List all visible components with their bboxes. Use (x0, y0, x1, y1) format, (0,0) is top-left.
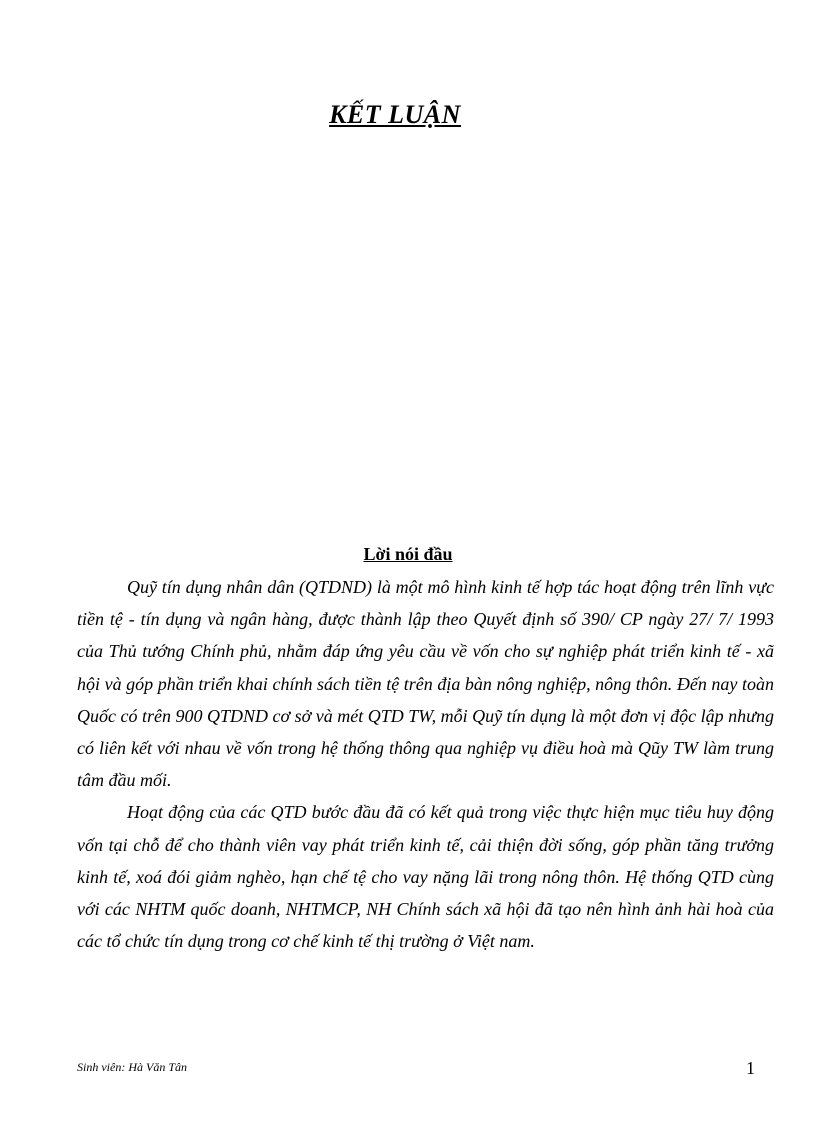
main-title: KẾT LUẬN (329, 100, 461, 129)
paragraph-1: Quỹ tín dụng nhân dân (QTDND) là một mô hình kinh tế hợp tác hoạt động trên lĩnh vực tiền tệ - tín dụng và ngân hàng, được thành lập theo Quyết định số 390/ CP ngày 27/ 7/ 1993 của Thủ tướng Chính phủ, nhằm đáp ứng yêu cầu về vốn cho sự nghiệp phát triển kinh tế - xã hội và góp phần triển khai chính sách tiền tệ trên địa bàn nông nghiệp, nông thôn. Đến nay toàn Quốc có trên 900 QTDND cơ sở và mét QTD TW, mỗi Quỹ tín dụng là một đơn vị độc lập nhưng có liên kết với nhau về vốn trong hệ thống thông qua nghiệp vụ điều hoà mà Qũy TW làm trung tâm đầu mối. (77, 577, 774, 791)
paragraph-2: Hoạt động của các QTD bước đầu đã có kết quả trong việc thực hiện mục tiêu huy động vốn tại chỗ để cho thành viên vay phát triển kinh tế, cải thiện đời sống, góp phần tăng trưởng kinh tế, xoá đói giảm nghèo, hạn chế tệ cho vay nặng lãi trong nông thôn. Hệ thống QTD cùng với các NHTM quốc doanh, NHTMCP, NH Chính sách xã hội đã tạo nên hình ảnh hài hoà của các tổ chức tín dụng trong cơ chế kinh tế thị trường ở Việt nam. (77, 802, 774, 952)
page-number: 1 (746, 1058, 755, 1078)
body-text (77, 571, 774, 957)
footer-student-name: Sinh viên: Hà Văn Tân (77, 1060, 187, 1074)
section-title: Lời nói đầu (363, 544, 453, 564)
